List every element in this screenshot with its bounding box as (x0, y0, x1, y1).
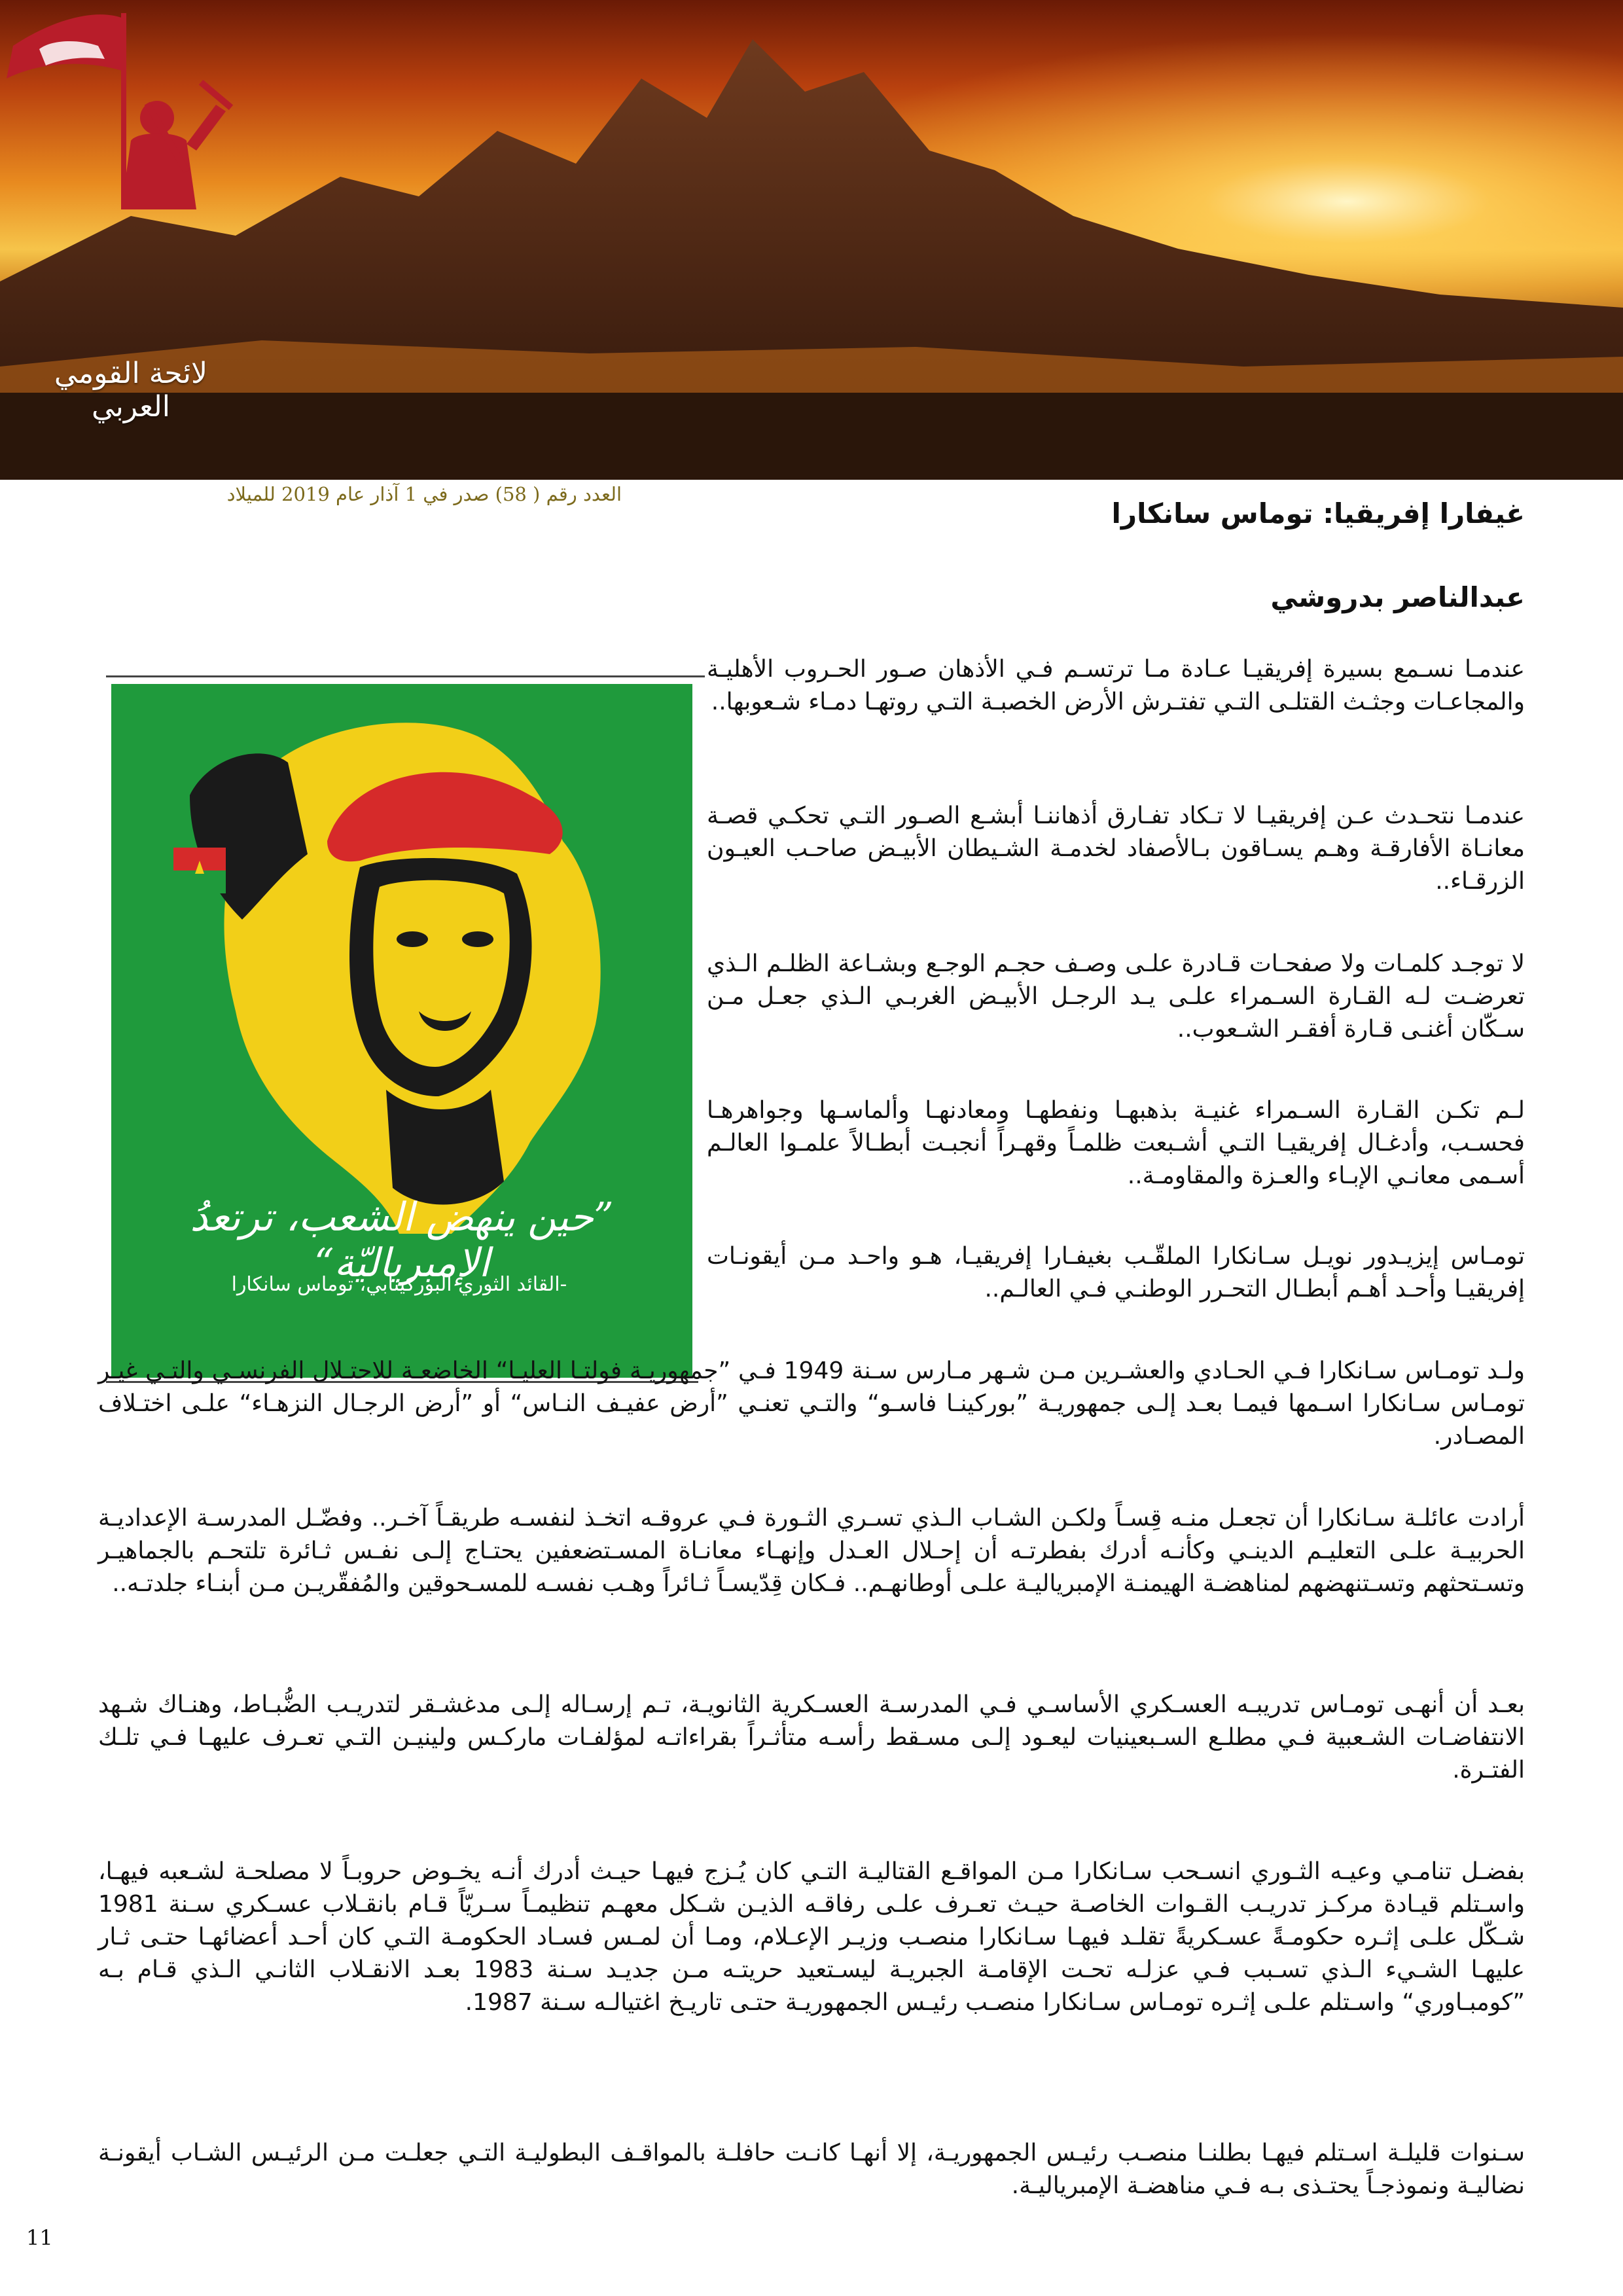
logo-icon (0, 0, 262, 281)
poster-quote: ”حين ينهض الشعب، ترتعدُ الإمبرياليّة“ (190, 1194, 614, 1286)
paragraph-3: لا توجـد كلمـات ولا صفحـات قـادرة علـى وصـف حجـم الوجـع وبشـاعة الظلـم الـذي تعرضـت لـه القـارة السـمراء علـى يـد الرجـل الأبيـض الغربـي الـذي جعـل مـن سـكّان أغنـى قـارة أفقـر الشـعوب.. (707, 950, 1525, 1043)
paragraph-2: عندمـا نتحـدث عـن إفريقيـا لا تـكاد تفـارق أذهاننـا أبشـع الصـور التـي تحكـي قصـة معانـاة الأفارقـة وهـم يسـاقون بـالأصفاد لخدمـة الشـيطان الأبيـض صاحـب العيـون الزرقـاء.. (707, 802, 1525, 895)
article-author: عبدالناصر بدروشي (1270, 581, 1525, 613)
paragraph-5: تومـاس إيزيـدور نويـل سـانكارا الملقّـب بغيفـارا إفريقيـا، هـو واحـد مـن أيقونـات إفريقيـا وأحـد أهـم أبطـال التحـرر الوطنـي فـي العالـم.. (707, 1243, 1525, 1302)
poster-quote-credit: -القائد الثوري البوركينابي، توماس سانكارا (231, 1273, 567, 1296)
paragraph-9: بفضـل تنامـي وعيـه الثـوري انسـحب سـانكارا مـن المواقـع القتاليـة التـي كان يُـزج فيهـا حيـث أدرك أنـه يخـوض حروبـاً لا مصلحـة لشـعبه فيهـا، واسـتلم قيـادة مركـز تدريـب القـوات الخاصـة حيـث تعـرف علـى رفاقـه الذيـن شـكل معهـم تنظيمـاً سـريّاً قـام بانقـلاب عسـكري سـنة 1981 شـكّل علـى إثـره حكومـةً عسـكريةً تقلـد فيهـا سـانكارا منصـب وزيـر الإعـلام، ومـا أن لمـس فسـاد الحكومـة التـي كان أحـد أعضائهـا حتـى ثـار عليهـا الشـيء الـذي تسـبب فـي عزلـه تحـت الإقامـة الجبريـة ليسـتعيد حريتـه مـن جديـد سـنة 1983 بعـد الانقـلاب الثانـي الـذي قـام بـه ”كومبـاوري“ واسـتلم علـى إثـره تومـاس سـانكارا منصـب رئيـس الجمهوريـة حتـى تاريـخ اغتيالـه سـنة 1987. (98, 1858, 1525, 2016)
paragraph-10: سـنوات قليلـة اسـتلم فيهـا بطلنـا منصـب رئيـس الجمهوريـة، إلا أنهـا كانـت حافلـة بالمواقـف البطوليـة التـي جعلـت مـن الرئيـس الشـاب أيقونـة نضاليـة ونموذجـاً يحتـذى بـه فـي مناهضـة الإمبرياليـة. (98, 2140, 1525, 2199)
header-banner (0, 0, 1623, 480)
paragraph-6: ولـد تومـاس سـانكارا فـي الحـادي والعشـرين مـن شـهر مـارس سـنة 1949 فـي ”جمهوريـة فولتـا العليـا“ الخاضعـة للاحتـلال الفرنسـي والتـي غيـر تومـاس سـانكارا اسـمها فيمـا بعـد إلـى جمهوريـة ”بوركينـا فاسـو“ والتـي تعنـي ”أرض عفيـف النـاس“ أو ”أرض الرجـال النزهـاء“ علـى اختـلاف المصـادر. (98, 1357, 1525, 1450)
article-title: غيفارا إفريقيا: توماس سانكارا (1111, 497, 1525, 529)
paragraph-7: أرادت عائلـة سـانكارا أن تجعـل منـه قِسـاً ولكـن الشـاب الـذي تسـري الثـورة فـي عروقـه اتخـذ لنفسـه طريقـاً آخـر.. وفضّـل المدرسـة الإعداديـة الحربيـة علـى التعليـم الدينـي وكأنـه أدرك بفطرتـه أن إحـلال العـدل وإنهـاء معانـاة المسـتضعفين يحتـاج إلـى نفـس ثـائرة تلتحـم بالجماهيـر وتسـتحثهم وتسـتنهضهم لمناهضـة الهيمنـة الإمبرياليـة علـى أوطانهـم.. فـكان قِدّيسـاً ثـائراً وهـب نفسـه للمسـحوقين والمُفقّريـن مـن أبنـاء جلدتـه.. (98, 1505, 1525, 1597)
paragraph-1: عندمـا نسـمع بسيرة إفريقيـا عـادة مـا ترتسـم فـي الأذهان صـور الحـروب الأهليـة والمجاعـات وجثـث القتلـى التـي تفتـرش الأرض الخصبـة التـي روتهـا دمـاء شـعوبها.. (707, 656, 1525, 715)
issue-line: العدد رقم ( 58) صدر في 1 آذار عام 2019 للميلاد (226, 483, 622, 505)
paragraph-4: لـم تكـن القـارة السـمراء غنيـة بذهبهـا ونفطهـا ومعادنهـا وألماسـها وجواهرهـا فحسـب، وأدغـال إفريقيـا التـي أشـبعت ظلمـاً وقهـراً أنجبـت أبطـالاً علمـوا العالـم أسـمى معانـي الإبـاء والعـزة والمقاومـة.. (707, 1097, 1525, 1189)
portrait-poster (111, 684, 692, 1378)
image-top-rule (106, 675, 705, 677)
page-number: 11 (26, 2225, 53, 2250)
paragraph-8: بعـد أن أنهـى تومـاس تدريبـه العسـكري الأساسـي فـي المدرسـة العسـكرية الثانويـة، تـم إرسـاله إلـى مدغشـقر لتدريـب الضُّبـاط، وهنـاك شـهد الانتفاضـات الشـعبية فـي مطلـع السـبعينيات ليعـود إلـى مسـقط رأسـه متأثـراً بقراءاتـه لمؤلفـات ماركـس ولينيـن التـي تعـرف عليهـا فـي تلـك الفتـرة. (98, 1691, 1525, 1784)
logo-text: لائحة القومي العربي (54, 357, 208, 423)
